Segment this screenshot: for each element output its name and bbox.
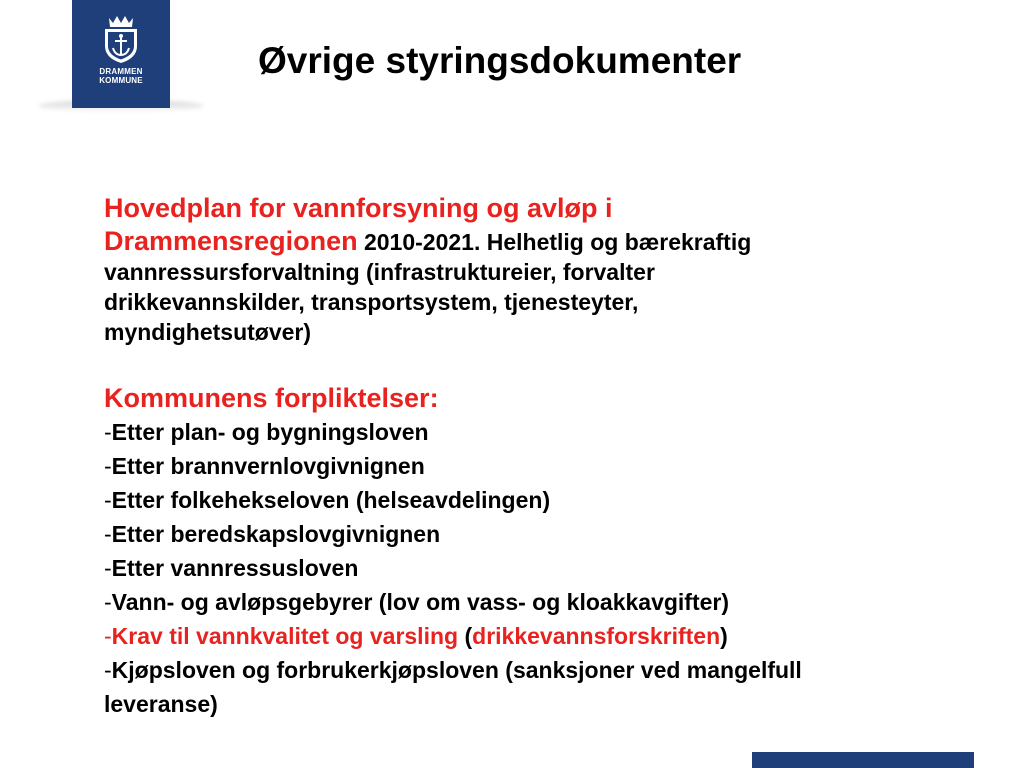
list-item: [104, 585, 984, 619]
footer-corner-bar: [752, 752, 974, 768]
list-item-kjopsloven: [104, 653, 984, 721]
list-item-text: Kjøpsloven og forbrukerkjøpsloven (sanksjoner ved mangelfull: [111, 657, 802, 683]
hovedplan-body-line1: 2010-2021. Helhetlig og bærekraftig: [357, 229, 752, 255]
forpliktelser-heading: Kommunens forpliktelser:: [104, 383, 439, 413]
drammen-kommune-logo: [72, 0, 170, 108]
hovedplan-body-line4: myndighetsutøver): [104, 319, 312, 345]
logo-text-line1: DRAMMEN: [99, 67, 143, 76]
list-item-text: Etter beredskapslovgivnignen: [111, 521, 441, 547]
list-item: [104, 483, 984, 517]
list-dash: -: [104, 419, 112, 445]
list-dash: -: [104, 555, 112, 581]
list-item-text: Etter folkehekseloven (helseavdelingen): [111, 487, 551, 513]
list-item-red-text: Krav til vannkvalitet og varsling: [111, 623, 459, 649]
list-dash: -: [104, 657, 112, 683]
list-item: [104, 517, 984, 551]
list-item-text: Etter brannvernlovgivnignen: [111, 453, 425, 479]
list-item-red-ref: drikkevannsforskriften: [472, 623, 721, 649]
list-item-text: Vann- og avløpsgebyrer (lov om vass- og kloakkavgifter): [111, 589, 730, 615]
slide-title: Øvrige styringsdokumenter: [258, 40, 742, 81]
section-hovedplan: [104, 190, 984, 347]
list-item-text-cont: leveranse): [104, 691, 218, 717]
list-dash: -: [104, 589, 112, 615]
list-item-paren-open: (: [458, 623, 473, 649]
list-item: [104, 415, 984, 449]
slide-content: [104, 190, 984, 721]
list-item-text: Etter plan- og bygningsloven: [111, 419, 429, 445]
hovedplan-body-line3: drikkevannskilder, transportsystem, tjenesteyter,: [104, 289, 639, 315]
forpliktelser-list: [104, 415, 984, 721]
list-dash: -: [104, 487, 112, 513]
list-item: [104, 449, 984, 483]
list-item: [104, 551, 984, 585]
list-dash: -: [104, 623, 112, 649]
hovedplan-body-line2: vannressursforvaltning (infrastruktureier, forvalter: [104, 259, 655, 285]
list-item-text: Etter vannressusloven: [111, 555, 359, 581]
list-dash: -: [104, 453, 112, 479]
list-item-drikkevann: [104, 619, 984, 653]
list-item-paren-close: ): [720, 623, 728, 649]
drammen-coat-of-arms-icon: [99, 14, 143, 64]
hovedplan-heading-line1: Hovedplan for vannforsyning og avløp i: [104, 193, 613, 223]
list-dash: -: [104, 521, 112, 547]
hovedplan-heading-line2: Drammensregionen: [104, 226, 358, 256]
logo-text-line2: KOMMUNE: [99, 76, 143, 85]
